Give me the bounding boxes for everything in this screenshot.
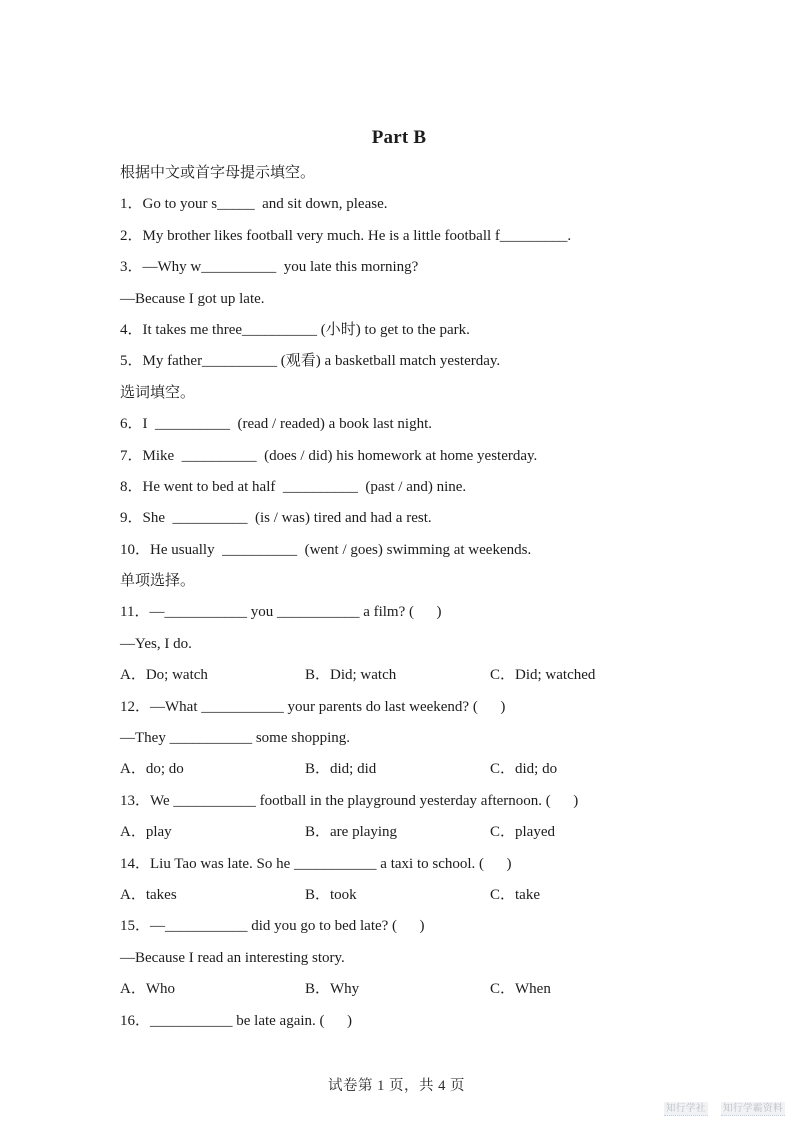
question-3: 3．—Why w__________ you late this morning?	[120, 259, 419, 276]
question-7: 7．Mike __________ (does / did) his homework at home yesterday.	[120, 447, 538, 464]
watermark-left: 知行学社	[665, 1103, 706, 1114]
question-13: 13．We ___________ football in the playground yesterday afternoon. ( )	[120, 792, 579, 809]
instruction-line: 选词填空。	[120, 384, 196, 401]
option-b: B．are playing	[305, 824, 398, 841]
question-14-options	[120, 880, 678, 911]
question-15: 15．—___________ did you go to bed late? ( )	[120, 918, 425, 935]
watermark-right: 知行学霸资料	[722, 1103, 783, 1114]
option-c: C．Did; watched	[490, 667, 596, 684]
option-c: C．did; do	[490, 761, 558, 778]
question-12: 12．—What ___________ your parents do last weekend? ( )	[120, 698, 506, 715]
question-14: 14．Liu Tao was late. So he ___________ a taxi to school. ( )	[120, 855, 512, 872]
question-11: 11．—___________ you ___________ a film? ( )	[120, 604, 442, 621]
question-3-answer-line: —Because I got up late.	[120, 290, 265, 307]
question-1: 1．Go to your s_____ and sit down, please.	[120, 196, 388, 213]
question-13-options	[120, 817, 678, 848]
question-15-answer-line: —Because I read an interesting story.	[120, 949, 345, 966]
question-16: 16．___________ be late again. ( )	[120, 1012, 353, 1029]
option-a: A．takes	[120, 886, 177, 903]
question-8: 8．He went to bed at half __________ (past / and) nine.	[120, 478, 467, 495]
option-b: B．Did; watch	[305, 667, 397, 684]
question-12-answer-line: —They ___________ some shopping.	[120, 730, 350, 747]
option-a: A．Who	[120, 981, 175, 998]
option-a: A．do; do	[120, 761, 184, 778]
question-10: 10．He usually __________ (went / goes) swimming at weekends.	[120, 541, 532, 558]
question-9: 9．She __________ (is / was) tired and had a rest.	[120, 510, 432, 527]
option-b: B．did; did	[305, 761, 377, 778]
option-c: C．When	[490, 981, 551, 998]
option-c: C．take	[490, 886, 540, 903]
question-11-options	[120, 660, 678, 691]
page-footer: 试卷第 1 页，共 4 页	[328, 1078, 465, 1094]
question-11-answer-line: —Yes, I do.	[120, 635, 192, 652]
option-b: B．took	[305, 886, 357, 903]
watermark	[654, 1100, 785, 1114]
option-b: B．Why	[305, 981, 360, 998]
option-a: A．Do; watch	[120, 667, 208, 684]
exam-content	[120, 0, 678, 1037]
instruction-line: 单项选择。	[120, 573, 196, 590]
question-5: 5．My father__________ (观看) a basketball match yesterday.	[120, 353, 501, 370]
question-2: 2．My brother likes football very much. He is a little football f_________.	[120, 227, 572, 244]
instruction-line: 根据中文或首字母提示填空。	[120, 165, 316, 181]
question-12-options	[120, 754, 678, 785]
page-title: Part B	[371, 127, 427, 148]
option-a: A．play	[120, 824, 172, 841]
question-6: 6．I __________ (read / readed) a book last night.	[120, 416, 433, 433]
question-15-options	[120, 974, 678, 1005]
question-4: 4．It takes me three__________ (小时) to get to the park.	[120, 321, 470, 338]
option-c: C．played	[490, 824, 555, 841]
